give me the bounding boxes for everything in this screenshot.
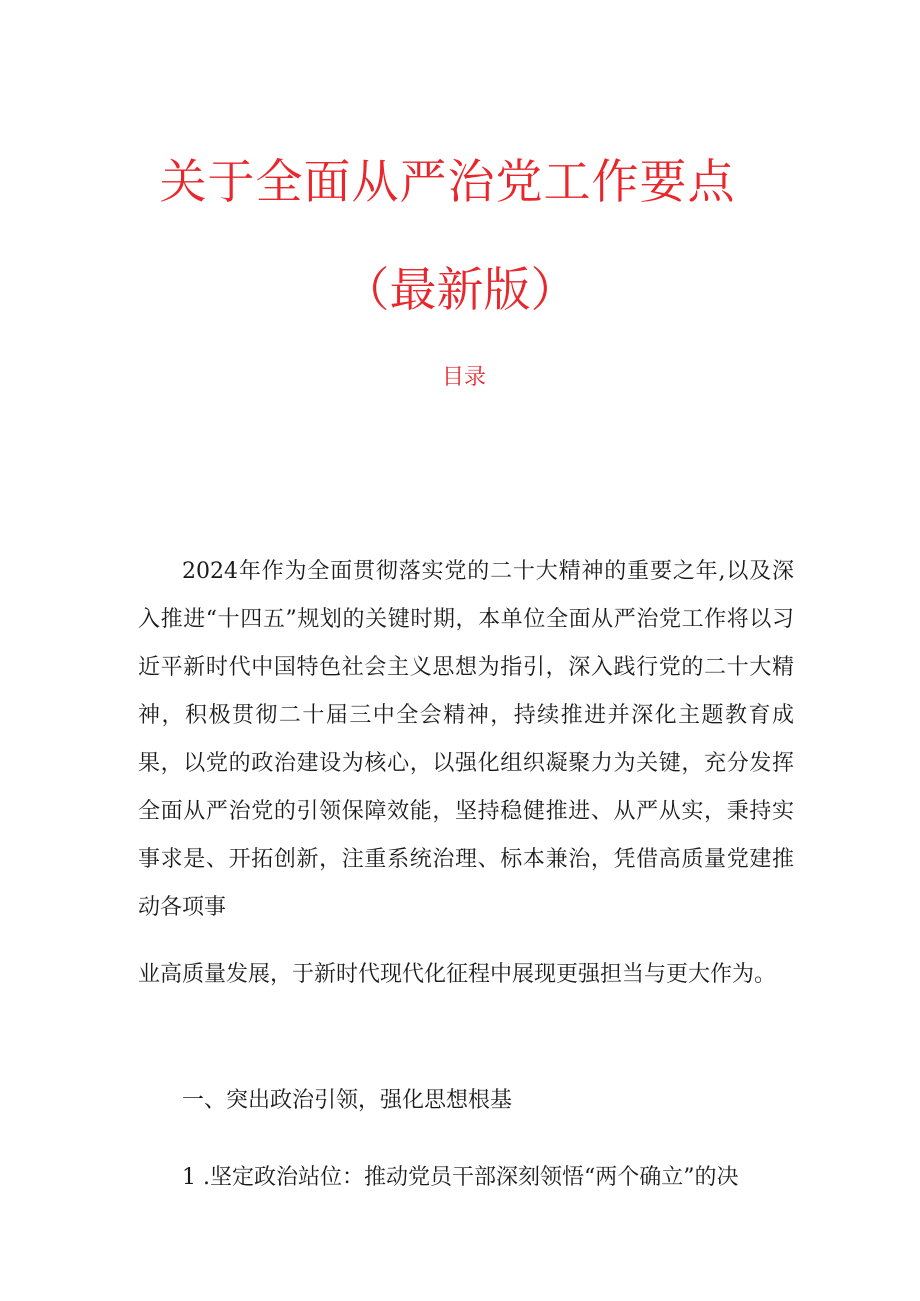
document-subtitle: （最新版） [342,263,578,318]
toc-label: 目录 [441,365,486,390]
section-heading-1: 一、突出政治引领，强化思想根基 [182,1088,513,1113]
document-title: 关于全面从严治党工作要点 [159,155,736,210]
intro-paragraph: 2024年作为全面贯彻落实党的二十大精神的重要之年,以及深入推进“十四五”规划的关键时期，本单位全面从严治党工作将以习近平新时代中国特色社会主义思想为指引，深入践行党的二十大精神，积极贯彻二十届三中全会精神，持续推进并深化主题教育成果，以党的政治建设为核心，以强化组织凝聚力为关键，充分发挥全面从严治党的引领保障效能，坚持稳健推进、从严从实，秉持实事求是、开拓创新，注重系统治理、标本兼治，凭借高质量党建推动各项事 [138,559,794,920]
section-item-1: 1 .坚定政治站位：推动党员干部深刻领悟“两个确立”的决 [182,1165,739,1190]
intro-paragraph-continued: 业高质量发展，于新时代现代化征程中展现更强担当与更大作为。 [138,962,777,987]
